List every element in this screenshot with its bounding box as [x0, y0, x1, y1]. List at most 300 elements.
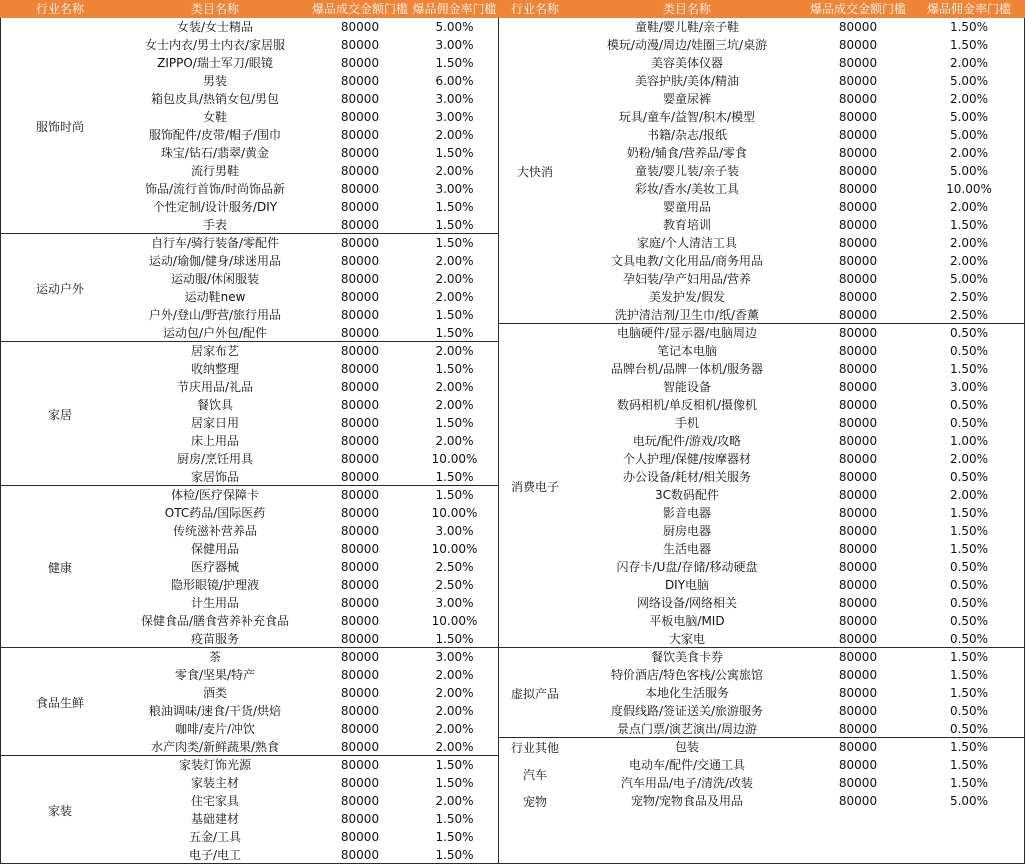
amount-threshold: 80000 — [340, 740, 380, 754]
commission-rate-threshold: 2.00% — [435, 398, 474, 412]
industry-name: 虚拟产品 — [510, 686, 559, 701]
amount-threshold: 80000 — [838, 560, 878, 574]
commission-rate-threshold: 1.50% — [949, 20, 989, 34]
commission-rate-threshold: 1.50% — [949, 650, 989, 664]
category-name: 流行男鞋 — [190, 164, 239, 178]
amount-threshold: 80000 — [340, 56, 380, 70]
commission-rate-threshold: 0.50% — [949, 416, 989, 430]
category-name: 住宅家具 — [190, 794, 239, 808]
commission-rate-threshold: 2.00% — [949, 200, 989, 214]
amount-threshold: 80000 — [340, 812, 380, 826]
industry-group — [0, 18, 499, 234]
category-name: 隐形眼镜/护理液 — [170, 578, 260, 592]
amount-threshold: 80000 — [340, 254, 380, 268]
industry-name: 宠物 — [522, 794, 547, 809]
commission-rate-threshold: 3.00% — [435, 110, 474, 124]
category-name: 模玩/动漫/周边/娃圈三坑/桌游 — [606, 38, 768, 52]
commission-rate-threshold: 3.00% — [435, 182, 474, 196]
category-name: 包装 — [674, 740, 699, 754]
commission-rate-threshold: 1.50% — [435, 812, 474, 826]
amount-threshold: 80000 — [838, 344, 878, 358]
category-name: 美容护肤/美体/精油 — [634, 74, 740, 88]
category-name: ZIPPO/瑞士军刀/眼镜 — [157, 56, 273, 70]
commission-rate-threshold: 0.50% — [949, 470, 989, 484]
category-name: 自行车/骑行装备/零配件 — [150, 236, 280, 250]
amount-threshold: 80000 — [340, 434, 380, 448]
amount-threshold: 80000 — [838, 254, 878, 268]
amount-threshold: 80000 — [340, 722, 380, 736]
amount-threshold: 80000 — [838, 650, 878, 664]
amount-threshold: 80000 — [838, 326, 878, 340]
commission-rate-threshold: 1.50% — [435, 326, 474, 340]
industry-name: 消费电子 — [510, 479, 559, 494]
industry-group — [0, 648, 499, 756]
category-name: 孕妇装/孕产妇用品/营养 — [622, 272, 752, 286]
commission-rate-threshold: 2.00% — [435, 290, 474, 304]
commission-rate-threshold: 1.50% — [949, 668, 989, 682]
amount-threshold: 80000 — [838, 362, 878, 376]
category-name: 女士内衣/男士内衣/家居服 — [144, 38, 286, 52]
category-name: 女鞋 — [202, 110, 227, 124]
category-name: 五金/工具 — [188, 830, 242, 844]
category-name: 文具电教/文化用品/商务用品 — [610, 254, 764, 268]
category-name: 宠物/宠物食品及用品 — [630, 794, 744, 808]
commission-rate-threshold: 1.50% — [435, 362, 474, 376]
category-name: 保健食品/膳食营养补充食品 — [140, 614, 290, 628]
commission-rate-threshold: 10.00% — [946, 182, 992, 196]
industry-name: 行业其他 — [510, 740, 559, 755]
commission-rate-threshold: 3.00% — [435, 92, 474, 106]
commission-rate-threshold: 1.50% — [949, 362, 989, 376]
category-name: 酒类 — [202, 686, 227, 700]
category-name: 个人护理/保健/按摩器材 — [622, 452, 752, 466]
commission-rate-threshold: 3.00% — [435, 650, 474, 664]
commission-rate-threshold: 2.00% — [949, 92, 989, 106]
right-table — [499, 0, 1025, 864]
commission-rate-threshold: 0.50% — [949, 614, 989, 628]
commission-rate-threshold: 2.00% — [435, 344, 474, 358]
commission-rate-threshold: 2.00% — [435, 722, 474, 736]
commission-rate-threshold: 1.50% — [949, 758, 989, 772]
amount-threshold: 80000 — [838, 434, 878, 448]
header-commission-rate-threshold: 爆品佣金率门槛 — [412, 2, 497, 16]
amount-threshold: 80000 — [340, 758, 380, 772]
category-name: 零食/坚果/特产 — [174, 668, 256, 682]
commission-rate-threshold: 2.00% — [435, 164, 474, 178]
commission-rate-threshold: 2.00% — [435, 272, 474, 286]
category-name: 饰品/流行首饰/时尚饰品新 — [144, 182, 286, 196]
commission-rate-threshold: 2.00% — [435, 794, 474, 808]
commission-rate-threshold: 1.50% — [949, 218, 989, 232]
category-name: DIY电脑 — [664, 578, 710, 592]
amount-threshold: 80000 — [340, 560, 380, 574]
amount-threshold: 80000 — [838, 524, 878, 538]
category-name: 奶粉/辅食/营养品/零食 — [626, 146, 748, 160]
category-name: 计生用品 — [190, 596, 239, 610]
commission-rate-threshold: 1.50% — [949, 542, 989, 556]
category-name: 美容美体仪器 — [650, 56, 723, 70]
industry-group — [499, 792, 1025, 810]
amount-threshold: 80000 — [838, 416, 878, 430]
category-name: 个性定制/设计服务/DIY — [152, 200, 278, 214]
amount-threshold: 80000 — [838, 614, 878, 628]
commission-rate-threshold: 1.50% — [435, 776, 474, 790]
industry-name: 家装 — [47, 803, 72, 818]
category-name: 智能设备 — [662, 380, 711, 394]
industry-name: 运动户外 — [35, 281, 84, 296]
category-name: 家装主材 — [190, 776, 239, 790]
amount-threshold: 80000 — [838, 686, 878, 700]
category-name: 电动车/配件/交通工具 — [628, 758, 746, 772]
commission-rate-threshold: 1.50% — [435, 146, 474, 160]
industry-name: 汽车 — [522, 767, 547, 782]
category-name: 箱包皮具/热销女包/男包 — [150, 92, 280, 106]
category-name: 粮油调味/速食/干货/烘焙 — [148, 704, 282, 718]
amount-threshold: 80000 — [838, 56, 878, 70]
category-name: 体检/医疗保障卡 — [170, 488, 260, 502]
category-name: 疫苗服务 — [190, 632, 239, 646]
amount-threshold: 80000 — [340, 398, 380, 412]
amount-threshold: 80000 — [340, 92, 380, 106]
commission-rate-threshold: 0.50% — [949, 578, 989, 592]
amount-threshold: 80000 — [340, 146, 380, 160]
industry-name: 健康 — [47, 560, 72, 575]
commission-rate-threshold: 2.00% — [949, 56, 989, 70]
category-name: 医疗器械 — [190, 560, 239, 574]
category-name: 书籍/杂志/报纸 — [646, 128, 728, 142]
commission-rate-threshold: 0.50% — [949, 344, 989, 358]
amount-threshold: 80000 — [340, 74, 380, 88]
commission-rate-threshold: 0.50% — [949, 596, 989, 610]
amount-threshold: 80000 — [838, 398, 878, 412]
amount-threshold: 80000 — [838, 722, 878, 736]
amount-threshold: 80000 — [838, 704, 878, 718]
industry-group — [499, 648, 1025, 738]
commission-rate-threshold: 5.00% — [949, 164, 989, 178]
amount-threshold: 80000 — [838, 452, 878, 466]
header-amount-threshold: 爆品成交金额门槛 — [809, 2, 906, 16]
commission-rate-threshold: 2.50% — [949, 290, 989, 304]
amount-threshold: 80000 — [838, 308, 878, 322]
category-name: 笔记本电脑 — [656, 344, 717, 358]
amount-threshold: 80000 — [838, 110, 878, 124]
amount-threshold: 80000 — [340, 110, 380, 124]
commission-rate-threshold: 0.50% — [949, 560, 989, 574]
commission-rate-threshold: 3.00% — [435, 38, 474, 52]
category-name: 厨房电器 — [662, 524, 711, 538]
amount-threshold: 80000 — [340, 380, 380, 394]
commission-rate-threshold: 2.00% — [949, 488, 989, 502]
category-name: 家装灯饰光源 — [178, 758, 251, 772]
amount-threshold: 80000 — [340, 344, 380, 358]
amount-threshold: 80000 — [340, 506, 380, 520]
amount-threshold: 80000 — [838, 146, 878, 160]
category-name: 传统滋补营养品 — [172, 524, 257, 538]
commission-rate-threshold: 2.00% — [435, 128, 474, 142]
commission-rate-threshold: 2.00% — [435, 704, 474, 718]
category-name: 教育培训 — [662, 218, 711, 232]
category-name: 居家布艺 — [190, 344, 239, 358]
category-name: 童装/婴儿装/亲子装 — [634, 164, 740, 178]
commission-rate-threshold: 1.50% — [435, 218, 474, 232]
category-name: 水产肉类/新鲜蔬果/熟食 — [150, 740, 280, 754]
commission-rate-threshold: 5.00% — [949, 74, 989, 88]
amount-threshold: 80000 — [838, 74, 878, 88]
amount-threshold: 80000 — [340, 38, 380, 52]
category-name: 保健用品 — [190, 542, 239, 556]
commission-rate-threshold: 1.50% — [949, 740, 989, 754]
amount-threshold: 80000 — [340, 578, 380, 592]
industry-group — [499, 756, 1025, 792]
category-name: 家居饰品 — [190, 470, 239, 484]
commission-rate-threshold: 6.00% — [435, 74, 474, 88]
amount-threshold: 80000 — [838, 578, 878, 592]
industry-group — [499, 18, 1025, 324]
commission-rate-threshold: 10.00% — [431, 542, 478, 556]
category-name: 运动包/户外包/配件 — [162, 326, 268, 340]
category-name: OTC药品/国际医药 — [164, 506, 266, 520]
commission-rate-threshold: 5.00% — [949, 128, 989, 142]
commission-rate-threshold: 1.50% — [949, 776, 989, 790]
amount-threshold: 80000 — [340, 488, 380, 502]
commission-rate-threshold: 2.50% — [435, 560, 474, 574]
amount-threshold: 80000 — [340, 542, 380, 556]
commission-rate-threshold: 1.50% — [435, 632, 474, 646]
commission-rate-threshold: 1.50% — [949, 38, 989, 52]
commission-rate-threshold: 5.00% — [949, 272, 989, 286]
commission-rate-threshold: 2.00% — [949, 254, 989, 268]
category-name: 办公设备/耗材/相关服务 — [622, 470, 752, 484]
amount-threshold: 80000 — [340, 452, 380, 466]
commission-rate-threshold: 1.50% — [949, 686, 989, 700]
amount-threshold: 80000 — [838, 164, 878, 178]
amount-threshold: 80000 — [340, 236, 380, 250]
amount-threshold: 80000 — [838, 668, 878, 682]
industry-name: 大快消 — [516, 164, 553, 179]
amount-threshold: 80000 — [340, 650, 380, 664]
category-name: 运动/瑜伽/健身/球迷用品 — [148, 254, 282, 268]
header-industry-name: 行业名称 — [35, 2, 84, 16]
category-name: 户外/登山/野营/旅行用品 — [148, 308, 282, 322]
commission-rate-threshold: 2.00% — [435, 668, 474, 682]
commission-rate-threshold: 1.50% — [949, 506, 989, 520]
left-table-body — [0, 18, 499, 864]
commission-rate-threshold: 3.00% — [435, 524, 474, 538]
amount-threshold: 80000 — [838, 92, 878, 106]
category-name: 运动服/休闲服装 — [170, 272, 260, 286]
amount-threshold: 80000 — [340, 272, 380, 286]
commission-rate-threshold: 2.50% — [949, 308, 989, 322]
amount-threshold: 80000 — [838, 596, 878, 610]
category-name: 节庆用品/礼品 — [176, 380, 254, 394]
category-name: 汽车用品/电子/清洗/改装 — [620, 776, 754, 790]
amount-threshold: 80000 — [340, 614, 380, 628]
amount-threshold: 80000 — [838, 758, 878, 772]
commission-rate-threshold: 1.50% — [435, 416, 474, 430]
commission-rate-threshold: 10.00% — [431, 452, 478, 466]
header-amount-threshold: 爆品成交金额门槛 — [311, 2, 408, 16]
amount-threshold: 80000 — [340, 182, 380, 196]
category-name: 闪存卡/U盘/存储/移动硬盘 — [616, 560, 758, 574]
category-name: 洗护清洁剂/卫生巾/纸/香薰 — [614, 308, 760, 322]
commission-rate-threshold: 3.00% — [949, 380, 989, 394]
left-header-row — [0, 0, 499, 18]
commission-rate-threshold: 2.00% — [435, 434, 474, 448]
category-name: 特价酒店/特色客栈/公寓旅馆 — [610, 668, 764, 682]
commission-rate-threshold: 0.50% — [949, 326, 989, 340]
category-name: 餐饮具 — [196, 398, 233, 412]
category-name: 男装 — [202, 74, 227, 88]
category-name: 3C数码配件 — [654, 488, 719, 502]
category-name: 服饰配件/皮带/帽子/围巾 — [148, 128, 282, 142]
commission-rate-threshold: 0.50% — [949, 398, 989, 412]
category-name: 本地化生活服务 — [644, 686, 729, 700]
commission-rate-threshold: 2.00% — [435, 740, 474, 754]
category-name: 彩妆/香水/美妆工具 — [634, 182, 740, 196]
amount-threshold: 80000 — [838, 776, 878, 790]
category-name: 餐饮美食卡券 — [650, 650, 723, 664]
amount-threshold: 80000 — [340, 128, 380, 142]
category-name: 手机 — [674, 416, 699, 430]
commission-rate-threshold: 0.50% — [949, 704, 989, 718]
industry-group — [0, 342, 499, 486]
amount-threshold: 80000 — [340, 470, 380, 484]
category-name: 电脑硬件/显示器/电脑周边 — [616, 326, 758, 340]
amount-threshold: 80000 — [838, 218, 878, 232]
amount-threshold: 80000 — [340, 704, 380, 718]
amount-threshold: 80000 — [340, 20, 380, 34]
category-name: 茶 — [208, 650, 221, 664]
amount-threshold: 80000 — [838, 632, 878, 646]
industry-name: 家居 — [47, 407, 72, 422]
amount-threshold: 80000 — [340, 290, 380, 304]
amount-threshold: 80000 — [838, 200, 878, 214]
commission-rate-threshold: 1.50% — [949, 524, 989, 538]
amount-threshold: 80000 — [838, 470, 878, 484]
category-name: 咖啡/麦片/冲饮 — [174, 722, 256, 736]
amount-threshold: 80000 — [838, 128, 878, 142]
industry-group — [499, 738, 1025, 756]
header-commission-rate-threshold: 爆品佣金率门槛 — [926, 2, 1011, 16]
category-name: 景点门票/演艺演出/周边游 — [616, 722, 758, 736]
commission-rate-threshold: 2.00% — [435, 686, 474, 700]
industry-name: 食品生鲜 — [35, 695, 84, 710]
industry-group — [0, 756, 499, 864]
industry-group — [499, 324, 1025, 648]
amount-threshold: 80000 — [838, 740, 878, 754]
commission-rate-threshold: 2.00% — [949, 236, 989, 250]
amount-threshold: 80000 — [340, 164, 380, 178]
commission-rate-threshold: 0.50% — [949, 722, 989, 736]
amount-threshold: 80000 — [838, 542, 878, 556]
commission-rate-threshold: 5.00% — [949, 794, 989, 808]
commission-rate-threshold: 1.50% — [435, 830, 474, 844]
commission-rate-threshold: 1.50% — [435, 470, 474, 484]
category-name: 电子/电工 — [188, 848, 242, 862]
category-name: 手表 — [202, 218, 227, 232]
commission-rate-threshold: 2.00% — [435, 380, 474, 394]
category-name: 电玩/配件/游戏/攻略 — [632, 434, 742, 448]
amount-threshold: 80000 — [340, 308, 380, 322]
industry-name: 服饰时尚 — [35, 119, 84, 134]
amount-threshold: 80000 — [340, 848, 380, 862]
amount-threshold: 80000 — [340, 794, 380, 808]
category-name: 美发护发/假发 — [648, 290, 726, 304]
commission-rate-threshold: 10.00% — [431, 506, 478, 520]
header-category-name: 类目名称 — [662, 2, 711, 16]
commission-rate-threshold: 10.00% — [431, 614, 478, 628]
category-name: 基础建材 — [190, 812, 239, 826]
amount-threshold: 80000 — [838, 290, 878, 304]
category-name: 厨房/烹饪用具 — [176, 452, 254, 466]
amount-threshold: 80000 — [340, 218, 380, 232]
header-industry-name: 行业名称 — [510, 2, 559, 16]
amount-threshold: 80000 — [838, 236, 878, 250]
amount-threshold: 80000 — [340, 200, 380, 214]
header-category-name: 类目名称 — [190, 2, 239, 16]
category-name: 婴童尿裤 — [662, 92, 711, 106]
amount-threshold: 80000 — [340, 776, 380, 790]
amount-threshold: 80000 — [838, 182, 878, 196]
category-name: 生活电器 — [662, 542, 711, 556]
commission-rate-threshold: 2.00% — [435, 254, 474, 268]
category-name: 家庭/个人清洁工具 — [636, 236, 738, 250]
commission-rate-threshold: 1.50% — [435, 200, 474, 214]
category-name: 居家日用 — [190, 416, 239, 430]
commission-rate-threshold: 2.00% — [949, 146, 989, 160]
amount-threshold: 80000 — [838, 272, 878, 286]
category-name: 床上用品 — [190, 434, 239, 448]
category-name: 品牌台机/品牌一体机/服务器 — [610, 362, 764, 376]
amount-threshold: 80000 — [340, 326, 380, 340]
amount-threshold: 80000 — [340, 416, 380, 430]
commission-rate-threshold: 1.00% — [949, 434, 989, 448]
amount-threshold: 80000 — [838, 20, 878, 34]
commission-rate-threshold: 1.50% — [435, 848, 474, 862]
commission-rate-threshold: 1.50% — [435, 236, 474, 250]
commission-rate-threshold: 1.50% — [435, 56, 474, 70]
category-name: 平板电脑/MID — [649, 614, 725, 628]
commission-rate-threshold: 2.00% — [949, 452, 989, 466]
commission-rate-threshold: 1.50% — [435, 308, 474, 322]
amount-threshold: 80000 — [340, 686, 380, 700]
amount-threshold: 80000 — [340, 632, 380, 646]
category-name: 童鞋/婴儿鞋/亲子鞋 — [634, 20, 740, 34]
industry-group — [0, 486, 499, 648]
commission-rate-threshold: 1.50% — [435, 488, 474, 502]
category-name: 婴童用品 — [662, 200, 711, 214]
category-name: 网络设备/网络相关 — [636, 596, 738, 610]
commission-rate-threshold: 5.00% — [949, 110, 989, 124]
amount-threshold: 80000 — [340, 362, 380, 376]
commission-rate-threshold: 5.00% — [435, 20, 474, 34]
amount-threshold: 80000 — [838, 794, 878, 808]
right-header-row — [499, 0, 1025, 18]
amount-threshold: 80000 — [340, 596, 380, 610]
category-name: 影音电器 — [662, 506, 711, 520]
category-name: 度假线路/签证送关/旅游服务 — [610, 704, 764, 718]
commission-rate-threshold: 1.50% — [435, 758, 474, 772]
category-name: 运动鞋new — [184, 290, 246, 304]
amount-threshold: 80000 — [838, 38, 878, 52]
amount-threshold: 80000 — [340, 668, 380, 682]
amount-threshold: 80000 — [838, 488, 878, 502]
amount-threshold: 80000 — [838, 380, 878, 394]
amount-threshold: 80000 — [340, 830, 380, 844]
category-name: 数码相机/单反相机/摄像机 — [616, 398, 758, 412]
category-name: 收纳整理 — [190, 362, 239, 376]
category-name: 女装/女士精品 — [176, 20, 254, 34]
